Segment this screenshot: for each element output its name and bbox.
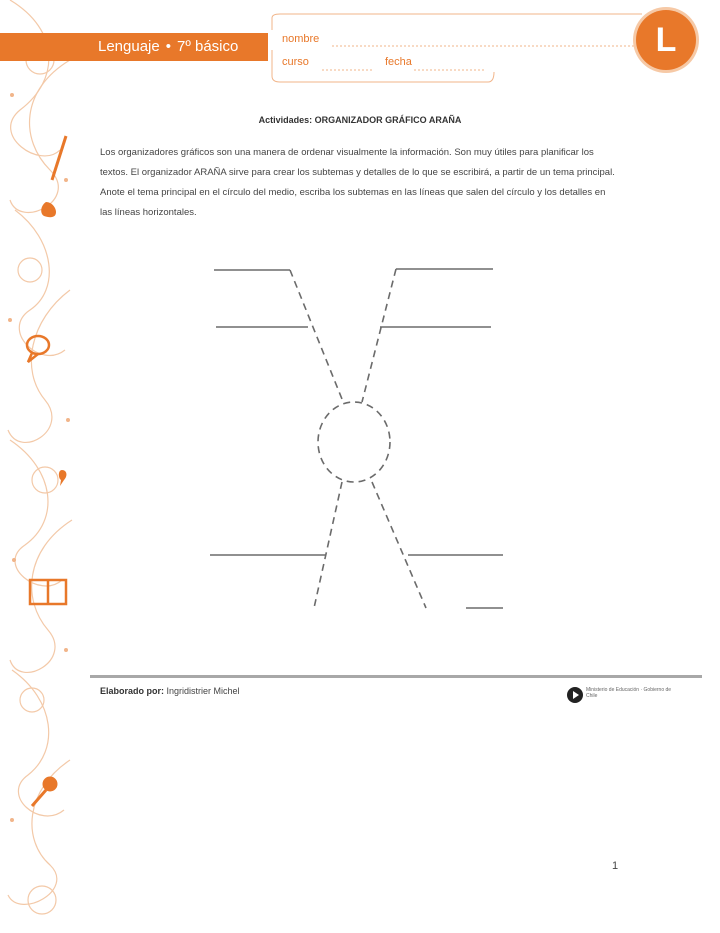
author-name: Ingridistrier Michel	[166, 686, 240, 696]
fecha-label: fecha	[385, 56, 412, 68]
subtopic-line-bottom-right	[372, 482, 426, 608]
worksheet-instructions: Los organizadores gráficos son una manera de ordenar visualmente la información. Son muy útiles para planificar los textos. El organizador ARAÑA sirve para crear los subtemas y detalles de lo que se escribirá, a partir de un tema principal. Anote el tema principal en el círculo del medio, escriba los subtemas en las líneas que salen del círculo y los detalles en las líneas horizontales.	[100, 147, 615, 218]
subtopic-line-bottom-left	[314, 482, 342, 608]
subtopic-line-top-left	[290, 270, 344, 404]
author-label: Elaborado por:	[100, 686, 165, 696]
grade-label: 7º básico	[177, 38, 239, 55]
subject-letter-badge: L	[636, 10, 696, 70]
subtopic-line-top-right	[362, 269, 396, 402]
footer-divider	[90, 675, 702, 678]
footer-author	[100, 686, 240, 696]
play-circle-icon	[566, 686, 584, 704]
logo-text: Ministerio de Educación · Gobierno de Chile	[586, 687, 672, 699]
curso-label: curso	[282, 56, 309, 68]
ministry-logo	[566, 684, 676, 706]
subject-separator: •	[165, 38, 171, 55]
worksheet-title: Actividades: ORGANIZADOR GRÁFICO ARAÑA	[258, 115, 462, 125]
subject-name: Lenguaje	[98, 38, 160, 55]
nombre-label: nombre	[282, 33, 320, 45]
page-number: 1	[612, 860, 619, 872]
main-topic-circle	[318, 402, 390, 482]
